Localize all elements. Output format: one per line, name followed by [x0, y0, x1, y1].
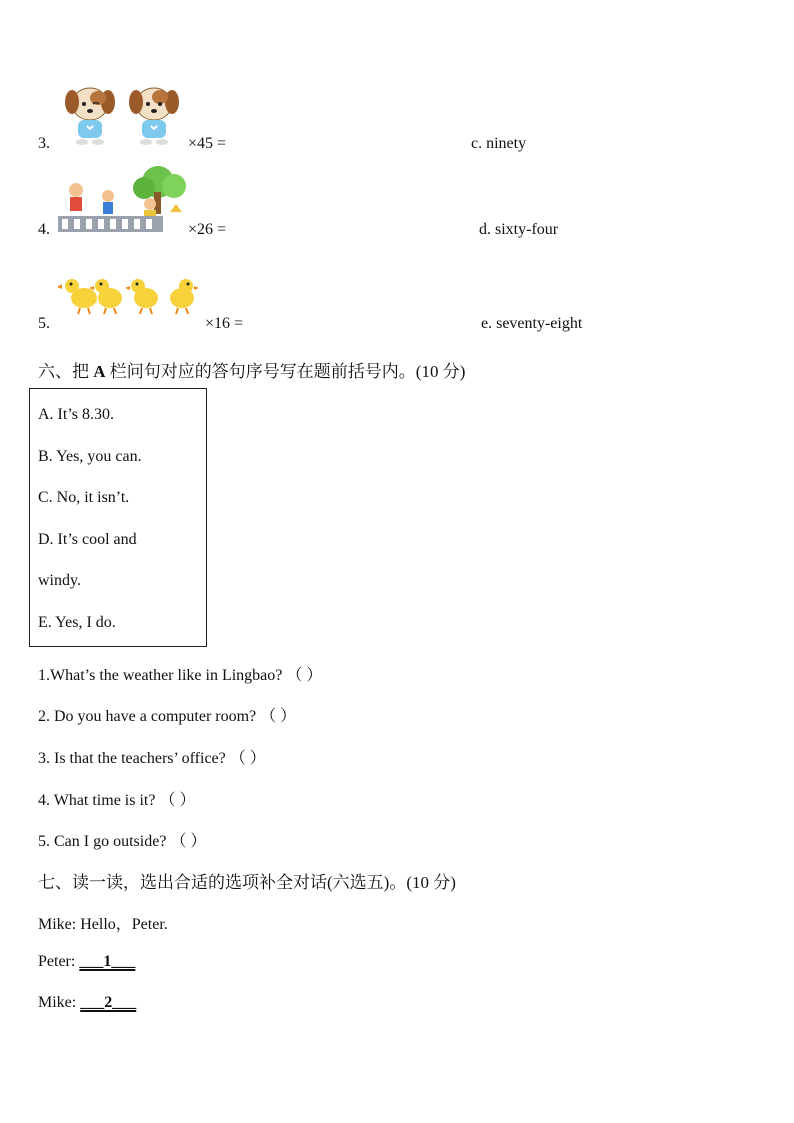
dialogue-line-3: Mike: ___2___ — [38, 994, 137, 1011]
answer-option-e: E. Yes, I do. — [38, 614, 116, 631]
answer-options-box — [29, 388, 207, 647]
answer-option-b: B. Yes, you can. — [38, 448, 142, 465]
dialogue-line-2: Peter: ___1___ — [38, 953, 136, 970]
item-number: 3. — [38, 135, 50, 152]
multiplier: ×26 = — [188, 221, 227, 238]
children-and-tree-picture — [58, 164, 188, 238]
section-7-heading: 七、读一读，选出合适的选项补全对话(六选五)。(10 分) — [38, 873, 456, 892]
section-6-heading: 六、把 A 栏问句对应的答句序号写在题前括号内。(10 分) — [38, 362, 466, 381]
answer-option: d. sixty-four — [479, 221, 559, 238]
multiplier: ×45 = — [188, 135, 227, 152]
dialogue-line-1: Mike: Hello，Peter. — [38, 916, 168, 933]
two-puppies-picture — [60, 84, 190, 148]
four-ducks-picture — [58, 272, 203, 316]
question-2: 2. Do you have a computer room? （ ） — [38, 708, 297, 725]
item-number: 4. — [38, 221, 50, 238]
answer-option-d-cont: windy. — [38, 572, 81, 589]
answer-option-d: D. It’s cool and — [38, 531, 137, 548]
question-1: 1.What’s the weather like in Lingbao? （ ） — [38, 667, 323, 684]
answer-option: c. ninety — [471, 135, 527, 152]
blank-1: ___1___ — [79, 953, 136, 970]
blank-2: ___2___ — [80, 994, 137, 1011]
multiplier: ×16 = — [205, 315, 244, 332]
question-3: 3. Is that the teachers’ office? （ ） — [38, 750, 266, 767]
question-4: 4. What time is it? （ ） — [38, 792, 196, 809]
answer-option-a: A. It’s 8.30. — [38, 406, 114, 423]
item-number: 5. — [38, 315, 50, 332]
question-5: 5. Can I go outside? （ ） — [38, 833, 207, 850]
answer-option-c: C. No, it isn’t. — [38, 489, 130, 506]
answer-option: e. seventy-eight — [481, 315, 583, 332]
